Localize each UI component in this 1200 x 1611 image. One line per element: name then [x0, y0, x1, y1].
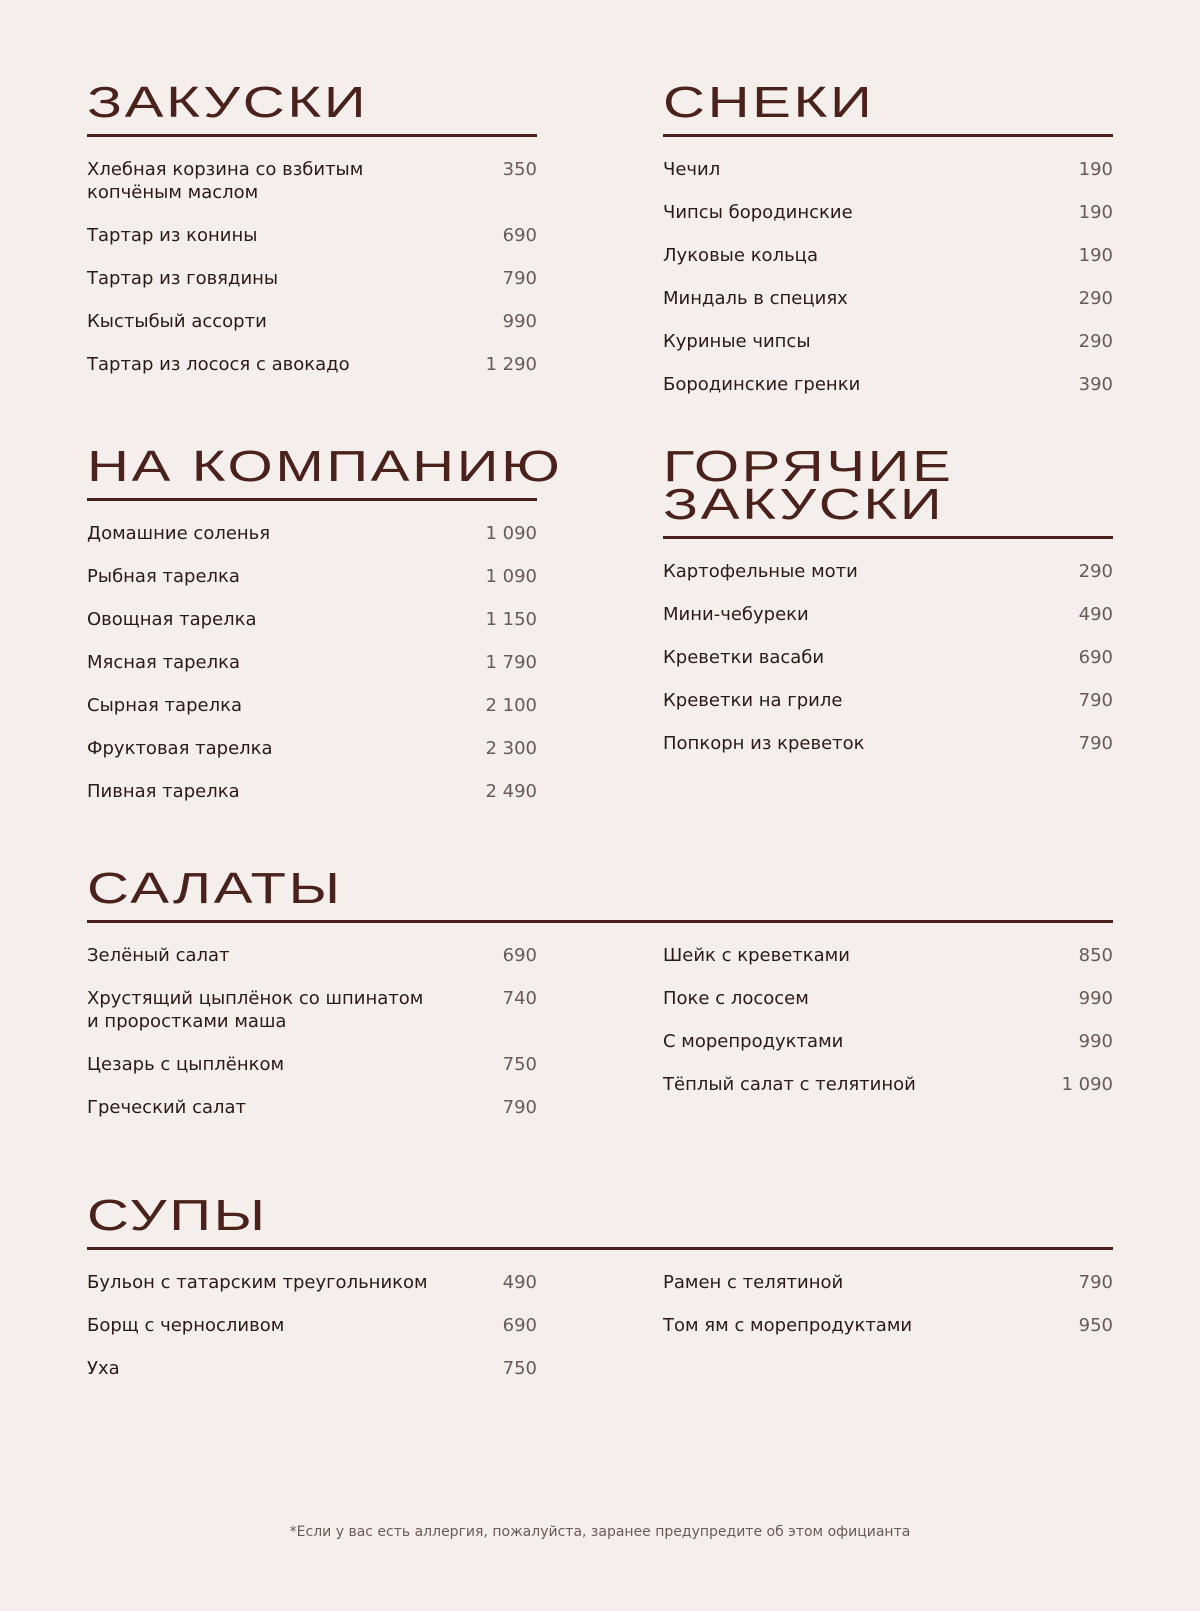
menu-item-price: 790: [502, 1097, 537, 1118]
menu-item-price: 850: [1078, 945, 1113, 966]
menu-item-name: Картофельные моти: [663, 561, 858, 582]
menu-item-price: 290: [1078, 561, 1113, 582]
section-title: САЛАТЫ: [87, 864, 343, 913]
menu-item: [663, 158, 1113, 181]
section-title: НА КОМПАНИЮ: [87, 442, 563, 491]
menu-item: [663, 603, 1113, 626]
menu-item-price: 2 100: [485, 695, 537, 716]
menu-item-price: 490: [1078, 604, 1113, 625]
section-divider: [87, 920, 1113, 923]
menu-item: [87, 522, 537, 545]
allergy-footnote: *Если у вас есть аллергия, пожалуйста, заранее предупредите об этом официанта: [289, 1524, 911, 1540]
menu-item-name: Миндаль в специях: [663, 288, 848, 309]
section-title: СУПЫ: [87, 1191, 268, 1240]
item-columns: [87, 944, 1113, 1139]
item-columns: [87, 1271, 1113, 1400]
menu-item-name: Бородинские гренки: [663, 374, 861, 395]
menu-item-price: 690: [502, 225, 537, 246]
menu-item-price: 1 290: [485, 354, 537, 375]
menu-item-name: Луковые кольца: [663, 245, 818, 266]
menu-item: [87, 1357, 537, 1380]
menu-item-price: 950: [1078, 1315, 1113, 1336]
menu-item-name: Цезарь с цыплёнком: [87, 1054, 285, 1075]
menu-item-price: 1 790: [485, 652, 537, 673]
item-list-right: [663, 1271, 1113, 1400]
menu-item-name: Чечил: [663, 159, 721, 180]
menu-item: [663, 689, 1113, 712]
menu-item-name: Мясная тарелка: [87, 652, 241, 673]
menu-item: [663, 201, 1113, 224]
section-divider: [663, 536, 1113, 539]
item-list: [87, 522, 537, 803]
section-divider: [663, 134, 1113, 137]
menu-item: [87, 1053, 537, 1076]
section-title: ГОРЯЧИЕ ЗАКУСКИ: [663, 442, 954, 529]
menu-item-price: 750: [502, 1358, 537, 1379]
menu-item: [87, 944, 537, 967]
item-list-left: [87, 944, 537, 1139]
menu-item-price: 690: [502, 1315, 537, 1336]
menu-item: [663, 1073, 1113, 1096]
menu-item-name: Попкорн из креветок: [663, 733, 865, 754]
menu-item: [663, 732, 1113, 755]
menu-item-name: Тартар из конины: [87, 225, 258, 246]
item-list-left: [87, 1271, 537, 1400]
section-goryachie-zakuski: [663, 442, 1113, 775]
menu-item: [87, 565, 537, 588]
menu-item: [663, 560, 1113, 583]
menu-item-name: Фруктовая тарелка: [87, 738, 273, 759]
menu-item: [87, 737, 537, 760]
menu-item-name: Тартар из лосося с авокадо: [87, 354, 350, 375]
menu-item-name: Поке с лососем: [663, 988, 809, 1009]
menu-item-price: 190: [1078, 245, 1113, 266]
menu-item-name: Мини-чебуреки: [663, 604, 809, 625]
menu-item: [87, 353, 537, 376]
menu-item-name: Рамен с телятиной: [663, 1272, 844, 1293]
menu-item-price: 990: [502, 311, 537, 332]
menu-item-name: Чипсы бородинские: [663, 202, 853, 223]
menu-item-name: Хлебная корзина со взбитым копчёным маслом: [87, 159, 364, 203]
menu-item-price: 790: [1078, 1272, 1113, 1293]
menu-item: [87, 694, 537, 717]
menu-item-name: Кыстыбый ассорти: [87, 311, 267, 332]
menu-item-name: Овощная тарелка: [87, 609, 257, 630]
menu-item: [87, 651, 537, 674]
menu-item-price: 1 090: [485, 566, 537, 587]
menu-item-name: Пивная тарелка: [87, 781, 240, 802]
menu-item: [663, 646, 1113, 669]
menu-item: [87, 224, 537, 247]
menu-item-name: Уха: [87, 1358, 120, 1379]
menu-item-name: Домашние соленья: [87, 523, 271, 544]
section-salaty: [87, 864, 1113, 1139]
menu-item-name: Шейк с креветками: [663, 945, 850, 966]
menu-item-price: 190: [1078, 159, 1113, 180]
menu-item-name: Тёплый салат с телятиной: [663, 1074, 916, 1095]
menu-item-name: Куриные чипсы: [663, 331, 811, 352]
item-list: [663, 158, 1113, 396]
menu-item: [87, 158, 537, 204]
menu-item-price: 190: [1078, 202, 1113, 223]
section-na-kompaniyu: [87, 442, 563, 823]
menu-item-price: 1 090: [485, 523, 537, 544]
menu-item-price: 290: [1078, 331, 1113, 352]
menu-item: [87, 987, 537, 1033]
menu-item: [663, 1314, 1113, 1337]
menu-item: [663, 330, 1113, 353]
menu-item-name: Рыбная тарелка: [87, 566, 240, 587]
menu-item-name: Креветки васаби: [663, 647, 825, 668]
menu-item: [663, 1271, 1113, 1294]
menu-item-price: 490: [502, 1272, 537, 1293]
menu-item: [87, 608, 537, 631]
menu-item-name: Хрустящий цыплёнок со шпинатом и проростками маша: [87, 988, 424, 1032]
menu-item-price: 350: [502, 159, 537, 180]
menu-item-price: 750: [502, 1054, 537, 1075]
menu-item-name: Греческий салат: [87, 1097, 247, 1118]
menu-item-price: 990: [1078, 1031, 1113, 1052]
menu-item: [87, 1271, 537, 1294]
menu-item-name: Борщ с черносливом: [87, 1315, 285, 1336]
section-divider: [87, 134, 537, 137]
menu-item-price: 690: [502, 945, 537, 966]
item-list: [87, 158, 537, 376]
menu-item-name: Сырная тарелка: [87, 695, 242, 716]
menu-item-price: 2 300: [485, 738, 537, 759]
menu-item-price: 690: [1078, 647, 1113, 668]
section-title: ЗАКУСКИ: [87, 78, 369, 127]
menu-item-price: 790: [1078, 690, 1113, 711]
menu-item-name: Том ям с морепродуктами: [663, 1315, 913, 1336]
menu-item: [87, 310, 537, 333]
menu-item: [663, 287, 1113, 310]
menu-item-price: 2 490: [485, 781, 537, 802]
menu-item: [87, 267, 537, 290]
menu-item-price: 290: [1078, 288, 1113, 309]
menu-item-price: 790: [502, 268, 537, 289]
menu-item: [663, 244, 1113, 267]
menu-item-name: Бульон с татарским треугольником: [87, 1272, 428, 1293]
menu-item: [663, 987, 1113, 1010]
menu-item-name: С морепродуктами: [663, 1031, 844, 1052]
section-zakuski: [87, 78, 537, 396]
menu-item-price: 1 090: [1061, 1074, 1113, 1095]
menu-item-name: Тартар из говядины: [87, 268, 279, 289]
menu-item-name: Зелёный салат: [87, 945, 230, 966]
menu-item: [663, 944, 1113, 967]
section-divider: [87, 498, 537, 501]
menu-item: [663, 373, 1113, 396]
section-title: СНЕКИ: [663, 78, 875, 127]
menu-item: [663, 1030, 1113, 1053]
section-sneki: [663, 78, 1113, 416]
menu-item: [87, 780, 537, 803]
section-supy: [87, 1191, 1113, 1400]
item-list: [663, 560, 1113, 755]
item-list-right: [663, 944, 1113, 1139]
menu-item-price: 740: [502, 988, 537, 1009]
menu-item-price: 1 150: [485, 609, 537, 630]
menu-item-name: Креветки на гриле: [663, 690, 843, 711]
menu-item: [87, 1314, 537, 1337]
menu-item-price: 790: [1078, 733, 1113, 754]
menu-item: [87, 1096, 537, 1119]
menu-item-price: 390: [1078, 374, 1113, 395]
menu-item-price: 990: [1078, 988, 1113, 1009]
section-divider: [87, 1247, 1113, 1250]
